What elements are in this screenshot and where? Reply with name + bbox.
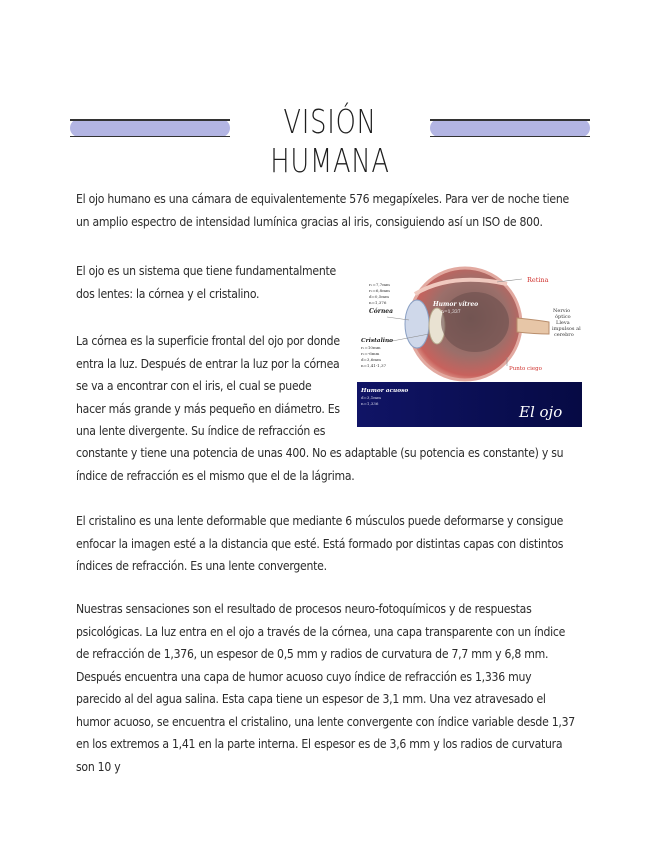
label-nervio-2: óptico <box>555 314 571 320</box>
label-humor-vitreo-n: n=1,337 <box>441 310 461 315</box>
paragraph-cristalino: El cristalino es una lente deformable que mediante 6 músculos puede deformarse y consigue enfocar la imagen esté a la distancia que esté. Está formado por distintas capas con distintos índices de refracción. Es una lente convergente. <box>76 513 564 573</box>
label-cristalino-spec-2: r₂=-6mm <box>361 351 380 356</box>
label-nervio-4: impulsos al <box>552 326 581 332</box>
figure-caption: El ojo <box>519 403 563 421</box>
paragraph-lenses: El ojo es un sistema que tiene fundamentalmente dos lentes: la córnea y el cristalino. <box>76 263 336 301</box>
label-retina: Retina <box>527 276 549 284</box>
cornea-shape <box>405 300 429 348</box>
label-cristalino: Cristalino <box>361 338 394 344</box>
label-cornea-spec-1: r₁=7,7mm <box>369 282 390 287</box>
paragraph-cornea-start: La córnea es la superficie frontal del ojo por donde entra la luz. Después de entrar la luz por la córnea se va a encontrar con el iris, el cual se puede hacer más grande y más pequeño en diámetro. Es una lente divergente. Su índice de refracción es <box>76 333 340 438</box>
label-cornea-spec-2: r₂=6,8mm <box>369 288 390 293</box>
label-cornea-spec-4: n=1,376 <box>369 300 387 305</box>
title-bar-right <box>430 119 590 137</box>
label-humor-acuoso-spec-1: d=3,1mm <box>361 395 381 400</box>
page-title: VISIÓN HUMANA <box>270 102 390 180</box>
eye-diagram <box>357 262 582 427</box>
label-cornea-spec-3: d=0,5mm <box>369 294 389 299</box>
paragraph-cornea-end: constante y tiene una potencia de unas 400. No es adaptable (su potencia es constante) y su índice de refracción es el mismo que el de la lágrima. <box>76 445 564 483</box>
label-humor-vitreo: Humor vítreo <box>433 301 479 308</box>
paragraph-intro: El ojo humano es una cámara de equivalentemente 576 megapíxeles. Para ver de noche tiene un amplio espectro de intensidad lumínica gracias al iris, consiguiendo así un ISO de 800. <box>76 191 569 229</box>
label-nervio-5: cerebro <box>554 332 574 338</box>
title-row <box>70 100 590 180</box>
label-nervio-3: Lleva <box>556 320 570 326</box>
label-cristalino-spec-4: n=1,41-1,37 <box>361 363 387 368</box>
label-cornea: Córnea <box>369 308 394 315</box>
label-cristalino-spec-1: r₁=10mm <box>361 345 381 350</box>
label-cristalino-spec-3: d=3,6mm <box>361 357 381 362</box>
paragraph-sensaciones: Nuestras sensaciones son el resultado de procesos neuro-fotoquímicos y de respuestas psicológicas. La luz entra en el ojo a través de la córnea, una capa transparente con un índice de refracción de 1,376, un espesor de 0,5 mm y radios de curvatura de 7,7 mm y 6,8 mm. Después encuentra una capa de humor acuoso cuyo índice de refracción es 1,336 muy parecido al del agua salina. Esta capa tiene un espesor de 3,1 mm. Una vez atravesado el humor acuoso, se encuentra el cristalino, una lente convergente con índice variable desde 1,37 en los extremos a 1,41 en la parte interna. El espesor es de 3,6 mm y los radios de curvatura son 10 y <box>76 601 575 774</box>
label-nervio-1: Nervio <box>553 308 571 314</box>
label-punto-ciego: Punto ciego <box>509 366 542 372</box>
title-bar-left <box>70 119 230 137</box>
label-humor-acuoso-spec-2: n=1,336 <box>361 401 379 406</box>
label-humor-acuoso: Humor acuoso <box>361 388 409 394</box>
